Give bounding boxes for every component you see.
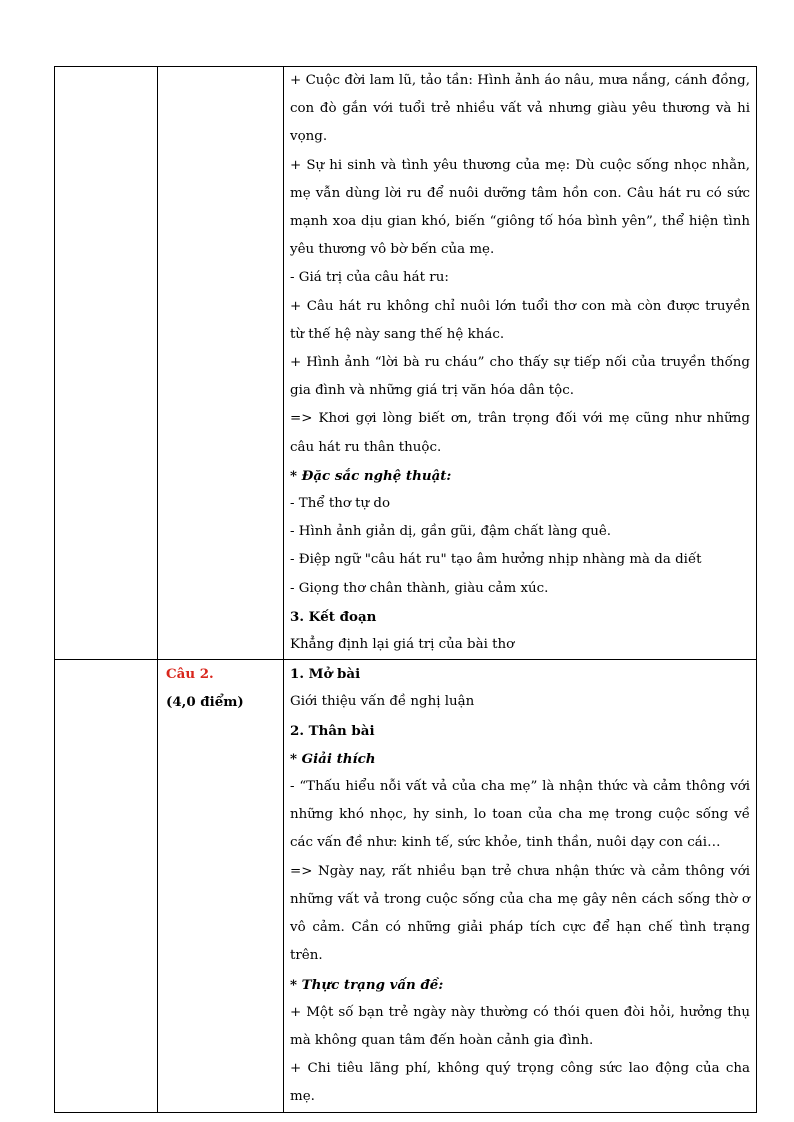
paragraph: => Ngày nay, rất nhiều bạn trẻ chưa nhận thức và cảm thông với những vất vả trong cuộc sống của cha mẹ gây nên cách sống thờ ơ vô cảm. Cần có những giải pháp tích cực để hạn chế tình trạng trên. — [290, 863, 750, 964]
question-cell — [158, 67, 284, 660]
section2-content — [284, 660, 756, 1111]
paragraph: + Cuộc đời lam lũ, tảo tần: Hình ảnh áo nâu, mưa nắng, cánh đồng, con đò gắn với tuổi trẻ nhiều vất vả nhưng giàu yêu thương và hi vọng. — [290, 73, 750, 145]
paragraph: Khẳng định lại giá trị của bài thơ — [290, 637, 515, 653]
part-cell — [55, 660, 158, 1112]
question-label: Câu 2. — [166, 666, 214, 683]
paragraph: - Thể thơ tự do — [290, 496, 391, 512]
paragraph: - Giá trị của câu hát ru: — [290, 270, 449, 286]
table-row — [55, 660, 757, 1112]
question-cell — [158, 660, 284, 1112]
paragraph: Giới thiệu vấn đề nghị luận — [290, 694, 475, 710]
table-row — [55, 67, 757, 660]
paragraph: + Hình ảnh “lời bà ru cháu” cho thấy sự tiếp nối của truyền thống gia đình và những giá trị văn hóa dân tộc. — [290, 355, 750, 399]
section-heading: * Thực trạng vấn đề: — [290, 976, 444, 993]
paragraph: + Chi tiêu lãng phí, không quý trọng công sức lao động của cha mẹ. — [290, 1061, 750, 1105]
paragraph: - “Thấu hiểu nỗi vất vả của cha mẹ” là nhận thức và cảm thông với những khó nhọc, hy sinh, lo toan của cha mẹ trong cuộc sống về các vấn đề như: kinh tế, sức khỏe, tinh thần, nuôi dạy con cái… — [290, 779, 750, 851]
paragraph: => Khơi gợi lòng biết ơn, trân trọng đối với mẹ cũng như những câu hát ru thân thuộc. — [290, 411, 750, 455]
paragraph: + Câu hát ru không chỉ nuôi lớn tuổi thơ con mà còn được truyền từ thế hệ này sang thế hệ khác. — [290, 298, 750, 342]
section-heading: 1. Mở bài — [290, 666, 361, 683]
section1-content — [284, 67, 756, 659]
answer-table — [54, 66, 757, 1113]
section-heading: 2. Thân bài — [290, 722, 375, 739]
section-heading: * Giải thích — [290, 750, 376, 767]
content-cell — [284, 67, 757, 660]
paragraph: + Một số bạn trẻ ngày này thường có thói quen đòi hỏi, hưởng thụ mà không quan tâm đến hoàn cảnh gia đình. — [290, 1004, 750, 1048]
part-cell — [55, 67, 158, 660]
question-points: (4,0 điểm) — [166, 694, 244, 711]
paragraph: - Hình ảnh giản dị, gần gũi, đậm chất làng quê. — [290, 524, 612, 540]
section-heading: * Đặc sắc nghệ thuật: — [290, 467, 452, 484]
paragraph: - Điệp ngữ "câu hát ru" tạo âm hưởng nhịp nhàng mà da diết — [290, 552, 702, 568]
section-heading: 3. Kết đoạn — [290, 608, 377, 625]
content-cell — [284, 660, 757, 1112]
paragraph: + Sự hi sinh và tình yêu thương của mẹ: Dù cuộc sống nhọc nhằn, mẹ vẫn dùng lời ru để nuôi dưỡng tâm hồn con. Câu hát ru có sức mạnh xoa dịu gian khó, biến “giông tố hóa bình yên”, thể hiện tình yêu thương vô bờ bến của mẹ. — [290, 157, 750, 258]
paragraph: - Giọng thơ chân thành, giàu cảm xúc. — [290, 580, 549, 596]
